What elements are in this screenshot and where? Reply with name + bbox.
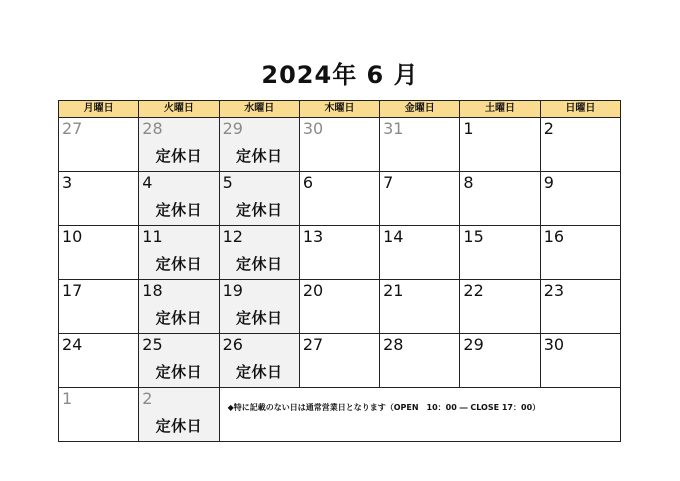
day-cell [299, 172, 379, 226]
day-number: 28 [383, 335, 404, 354]
day-cell [219, 118, 299, 172]
day-cell [380, 280, 460, 334]
day-number: 28 [142, 119, 163, 138]
day-number: 23 [543, 281, 565, 300]
day-cell [59, 226, 139, 280]
closed-day-label: 定休日 [155, 363, 203, 381]
day-cell [59, 334, 139, 388]
week-row [59, 334, 621, 388]
day-cell [139, 388, 219, 442]
day-cell [460, 226, 540, 280]
day-cell [380, 172, 460, 226]
day-number: 1 [463, 119, 474, 138]
day-number: 2 [543, 119, 554, 138]
closed-day-label: 定休日 [235, 309, 283, 327]
day-number: 14 [383, 227, 404, 246]
day-cell [460, 334, 540, 388]
day-cell [139, 118, 219, 172]
day-number: 22 [463, 281, 484, 300]
week-row [59, 388, 621, 442]
day-cell [540, 118, 620, 172]
closed-day-label: 定休日 [155, 255, 203, 273]
day-cell [139, 280, 219, 334]
day-cell [380, 334, 460, 388]
closed-day-label: 定休日 [235, 363, 283, 381]
day-cell [299, 118, 379, 172]
day-cell [540, 280, 620, 334]
week-row [59, 118, 621, 172]
day-cell [299, 226, 379, 280]
day-number: 17 [62, 281, 83, 300]
day-number: 6 [302, 173, 314, 192]
closed-day-label: 定休日 [155, 201, 203, 219]
day-number: 21 [383, 281, 404, 300]
day-number: 18 [142, 281, 163, 300]
day-cell [460, 280, 540, 334]
day-number: 13 [302, 227, 324, 246]
day-number: 4 [142, 173, 153, 192]
day-cell [59, 118, 139, 172]
day-cell [380, 226, 460, 280]
day-cell [460, 118, 540, 172]
closed-day-label: 定休日 [155, 417, 203, 435]
day-cell [299, 280, 379, 334]
day-number: 8 [463, 173, 474, 192]
day-number: 1 [62, 389, 73, 408]
day-cell [59, 280, 139, 334]
day-number: 16 [543, 227, 565, 246]
day-number: 26 [222, 335, 243, 354]
week-row [59, 172, 621, 226]
day-cell [219, 334, 299, 388]
day-cell [139, 172, 219, 226]
day-number: 9 [543, 173, 554, 192]
day-number: 29 [222, 119, 243, 138]
day-number: 3 [62, 173, 73, 192]
day-number: 20 [302, 281, 324, 300]
day-number: 25 [142, 335, 163, 354]
weekday-mon: 月曜日 [59, 101, 139, 118]
weekday-tue: 火曜日 [139, 101, 219, 118]
weekday-wed: 水曜日 [219, 101, 299, 118]
weekday-header-row [59, 101, 621, 118]
day-number: 12 [222, 227, 243, 246]
day-number: 2 [142, 389, 153, 408]
day-number: 27 [62, 119, 83, 138]
day-cell [540, 226, 620, 280]
closed-day-label: 定休日 [235, 201, 283, 219]
calendar-table [58, 100, 621, 442]
weekday-sun: 日曜日 [540, 101, 620, 118]
day-number: 24 [62, 335, 83, 354]
day-number: 5 [222, 173, 233, 192]
day-cell [219, 280, 299, 334]
day-cell [460, 172, 540, 226]
day-number: 11 [142, 227, 163, 246]
day-cell [139, 334, 219, 388]
day-cell [540, 334, 620, 388]
day-cell [59, 388, 139, 442]
day-cell [139, 226, 219, 280]
closed-day-label: 定休日 [155, 309, 203, 327]
day-cell [299, 334, 379, 388]
weekday-fri: 金曜日 [380, 101, 460, 118]
day-number: 31 [383, 119, 404, 138]
closed-day-label: 定休日 [235, 255, 283, 273]
calendar-title: 2024年 6 月 [261, 61, 419, 89]
day-number: 15 [463, 227, 484, 246]
day-cell [59, 172, 139, 226]
weekday-thu: 木曜日 [299, 101, 379, 118]
day-cell [219, 226, 299, 280]
day-cell [219, 172, 299, 226]
weekday-sat: 土曜日 [460, 101, 540, 118]
day-number: 10 [62, 227, 83, 246]
closed-day-label: 定休日 [235, 147, 283, 165]
day-number: 30 [302, 119, 324, 138]
day-number: 29 [463, 335, 484, 354]
day-cell [380, 118, 460, 172]
day-number: 19 [222, 281, 243, 300]
day-number: 27 [302, 335, 324, 354]
day-number: 30 [543, 335, 565, 354]
business-hours-note: ◆特に記載のない日は通常営業日となります（OPEN 10：00 ― CLOSE 17：00） [219, 388, 620, 442]
closed-day-label: 定休日 [155, 147, 203, 165]
day-cell [540, 172, 620, 226]
week-row [59, 280, 621, 334]
week-row [59, 226, 621, 280]
day-number: 7 [383, 173, 394, 192]
